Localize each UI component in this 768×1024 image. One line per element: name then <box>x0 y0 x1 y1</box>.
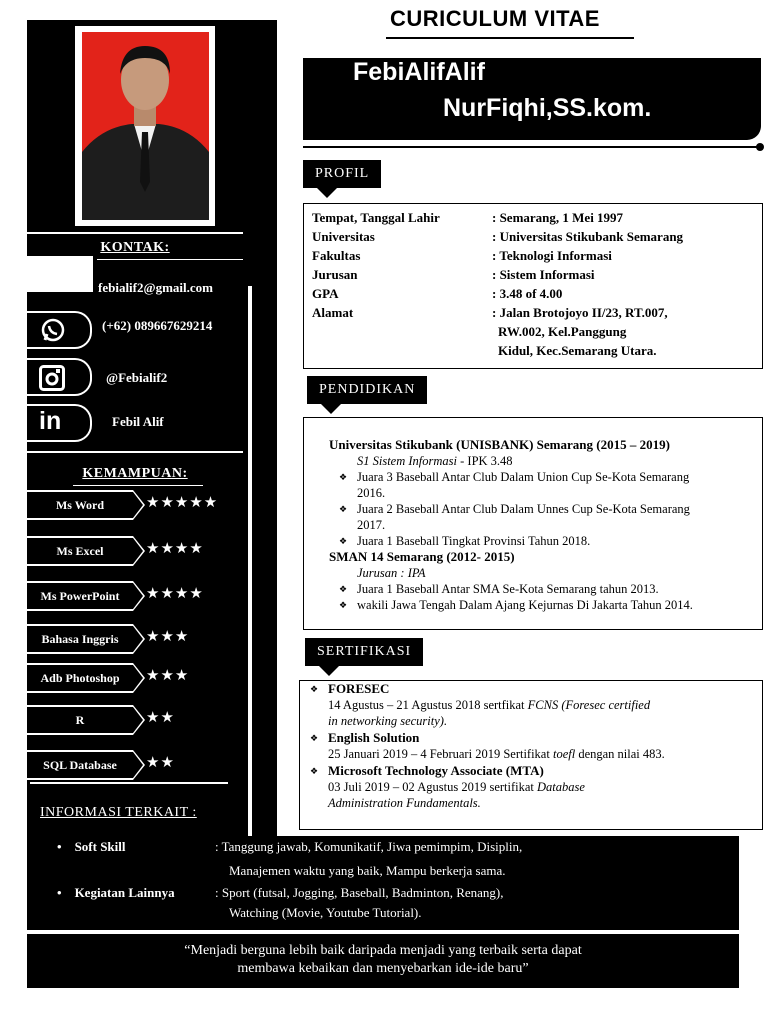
sidebar-notch <box>27 256 93 292</box>
address-line-2: RW.002, Kel.Panggung <box>498 324 627 339</box>
soft-skill-label: • Soft Skill <box>57 839 126 854</box>
header-rule <box>303 146 760 148</box>
skills-heading: KEMAMPUAN: <box>82 466 188 481</box>
divider <box>97 259 243 260</box>
bullet-icon: ❖ <box>338 600 348 610</box>
instagram-text[interactable]: @Febialif2 <box>106 370 168 385</box>
skill-arrow-inner <box>133 626 143 652</box>
skill-label: R <box>27 705 133 735</box>
profile-key: GPA <box>312 286 339 301</box>
certification-detail <box>328 697 650 713</box>
certification-title: FCNS (Foresec certified <box>527 698 651 712</box>
quote-bar <box>27 934 739 988</box>
certification-name: Microsoft Technology Associate (MTA) <box>328 763 544 778</box>
profile-photo <box>82 32 209 220</box>
achievement-item <box>329 501 759 533</box>
soft-skill-line-2: Manajemen waktu yang baik, Mampu berkerja sama. <box>229 863 506 878</box>
skill-label: Ms Excel <box>27 536 133 566</box>
bullet-icon: ❖ <box>338 472 348 482</box>
skill-arrow-inner <box>133 492 143 518</box>
achievement-text <box>357 533 590 549</box>
certification-heading: SERTIFIKASI <box>305 638 423 666</box>
achievement-line: wakili Jawa Tengah Dalam Ajang Kejurnas Di Jakarta Tahun 2014. <box>357 598 693 612</box>
linkedin-text[interactable]: Febil Alif <box>112 414 164 429</box>
achievement-item <box>329 469 759 501</box>
header-rule-dot <box>756 143 764 151</box>
profile-key: Alamat <box>312 305 354 320</box>
profile-value: : Jalan Brotojoyo II/23, RT.007, <box>492 305 668 320</box>
certification-detail-cont: in networking security). <box>328 714 448 728</box>
certification-detail <box>328 746 665 762</box>
achievement-text <box>357 597 693 613</box>
quote-line-2: membawa kebaikan dan menyebarkan ide-ide baru” <box>237 961 529 976</box>
profile-key: Universitas <box>312 229 375 244</box>
certification-title: toefl <box>552 747 576 761</box>
skill-stars: ★★★★ <box>146 586 204 602</box>
profile-value: : 3.48 of 4.00 <box>492 286 563 301</box>
instagram-icon <box>39 365 65 391</box>
profile-key: Fakultas <box>312 248 361 263</box>
university-achievements <box>329 469 759 549</box>
certification-date: 03 Juli 2019 – 02 Agustus 2019 sertifikat <box>328 780 538 794</box>
achievement-line: 2016. <box>357 486 386 500</box>
certification-detail <box>328 779 585 795</box>
bullet-icon: ❖ <box>338 584 348 594</box>
education-box <box>303 417 763 630</box>
profile-heading: PROFIL <box>303 160 381 188</box>
bullet-icon: ❖ <box>309 766 319 776</box>
skill-arrow-inner <box>133 665 143 691</box>
achievement-item <box>329 597 759 613</box>
certification-detail-cont: Administration Fundamentals. <box>328 796 481 810</box>
bullet-icon: ❖ <box>338 504 348 514</box>
contact-heading: KONTAK: <box>100 240 170 255</box>
divider <box>30 782 228 784</box>
achievement-line: Juara 2 Baseball Antar Club Dalam Unnes Cup Se-Kota Semarang <box>357 502 690 516</box>
certification-item <box>300 681 730 729</box>
profile-row <box>312 284 752 303</box>
skill-stars: ★★★ <box>146 668 190 684</box>
achievement-text <box>357 501 690 533</box>
activities-label: • Kegiatan Lainnya <box>57 885 175 900</box>
quote-text <box>27 942 739 978</box>
education-content <box>329 437 759 613</box>
activities-line-2: Watching (Movie, Youtube Tutorial). <box>229 905 422 920</box>
quote-line-1: “Menjadi berguna lebih baik daripada menjadi yang terbaik serta dapat <box>184 943 582 958</box>
bullet-icon: ❖ <box>338 536 348 546</box>
address-line-3: Kidul, Kec.Semarang Utara. <box>498 343 657 358</box>
education-heading: PENDIDIKAN <box>307 376 427 404</box>
whatsapp-icon <box>39 317 67 343</box>
achievement-line: Juara 3 Baseball Antar Club Dalam Union Cup Se-Kota Semarang <box>357 470 690 484</box>
profile-value: : Universitas Stikubank Semarang <box>492 229 684 244</box>
profile-row <box>312 246 752 265</box>
profile-key: Jurusan <box>312 267 358 282</box>
address-continued <box>498 322 657 360</box>
profile-value: : Sistem Informasi <box>492 267 595 282</box>
whatsapp-icon-box <box>27 311 92 349</box>
skill-arrow-inner <box>133 752 143 778</box>
soft-skill-line-1: : Tanggung jawab, Komunikatif, Jiwa pemimpim, Disiplin, <box>215 839 523 854</box>
education-university-major: S1 Sistem Informasi - IPK 3.48 <box>357 454 513 468</box>
skill-stars: ★★ <box>146 710 175 726</box>
divider <box>27 451 243 453</box>
certification-list <box>300 681 730 812</box>
certification-text <box>328 763 585 811</box>
profile-row <box>312 227 752 246</box>
profile-value: : Teknologi Informasi <box>492 248 612 263</box>
skill-arrow-inner <box>133 583 143 609</box>
skill-label: SQL Database <box>27 750 133 780</box>
phone-text[interactable]: (+62) 089667629214 <box>102 318 213 333</box>
achievement-line: 2017. <box>357 518 386 532</box>
school-achievements <box>329 581 759 613</box>
skill-stars: ★★ <box>146 755 175 771</box>
certification-item <box>300 763 730 811</box>
divider <box>27 232 243 234</box>
skill-label: Adb Photoshop <box>27 663 133 693</box>
profile-row <box>312 208 752 227</box>
achievement-item <box>329 581 759 597</box>
linkedin-icon-box <box>27 404 92 442</box>
skill-stars: ★★★ <box>146 629 190 645</box>
achievement-item <box>329 533 759 549</box>
certification-title: Database <box>537 780 585 794</box>
certification-date: 25 Januari 2019 – 4 Februari 2019 Sertifikat <box>328 747 553 761</box>
certification-score: dengan nilai 483. <box>575 747 665 761</box>
profile-row <box>312 303 752 322</box>
skill-label: Ms PowerPoint <box>27 581 133 611</box>
name-banner <box>303 58 761 140</box>
certification-text <box>328 681 650 729</box>
linkedin-icon: in <box>39 407 62 435</box>
achievement-line: Juara 1 Baseball Antar SMA Se-Kota Semarang tahun 2013. <box>357 582 659 596</box>
name-line-2: NurFiqhi,SS.kom. <box>443 94 652 122</box>
info-heading: INFORMASI TERKAIT : <box>40 805 197 820</box>
achievement-text <box>357 581 659 597</box>
skill-label: Ms Word <box>27 490 133 520</box>
instagram-icon-box <box>27 358 92 396</box>
skill-stars: ★★★★★ <box>146 495 219 511</box>
info-bar <box>27 836 739 930</box>
document-title: CURICULUM VITAE <box>390 6 600 31</box>
profile-key: Tempat, Tanggal Lahir <box>312 210 440 225</box>
certification-name: FORESEC <box>328 681 390 696</box>
achievement-line: Juara 1 Baseball Tingkat Provinsi Tahun 2018. <box>357 534 591 548</box>
certification-name: English Solution <box>328 730 420 745</box>
education-school-major: Jurusan : IPA <box>357 566 426 580</box>
email-text[interactable]: febialif2@gmail.com <box>98 280 213 295</box>
certification-text <box>328 730 665 762</box>
skill-stars: ★★★★ <box>146 541 204 557</box>
sidebar-tab <box>252 300 270 410</box>
bullet-icon: ❖ <box>309 684 319 694</box>
skill-arrow-inner <box>133 707 143 733</box>
title-underline <box>386 37 634 39</box>
certification-date: 14 Agustus – 21 Agustus 2018 sertfikat <box>328 698 528 712</box>
bullet-icon: ❖ <box>309 733 319 743</box>
education-university: Universitas Stikubank (UNISBANK) Semarang (2015 – 2019) <box>329 437 670 452</box>
profile-box <box>303 203 763 369</box>
achievement-text <box>357 469 689 501</box>
skill-label: Bahasa Inggris <box>27 624 133 654</box>
profile-table <box>312 208 752 322</box>
activities-line-1: : Sport (futsal, Jogging, Baseball, Badminton, Renang), <box>215 885 504 900</box>
skill-arrow-inner <box>133 538 143 564</box>
certification-box <box>299 680 763 830</box>
name-line-1: FebiAlifAlif <box>353 58 485 86</box>
profile-value: : Semarang, 1 Mei 1997 <box>492 210 624 225</box>
divider <box>73 485 203 486</box>
certification-item <box>300 730 730 762</box>
education-school: SMAN 14 Semarang (2012- 2015) <box>329 549 515 564</box>
profile-row <box>312 265 752 284</box>
